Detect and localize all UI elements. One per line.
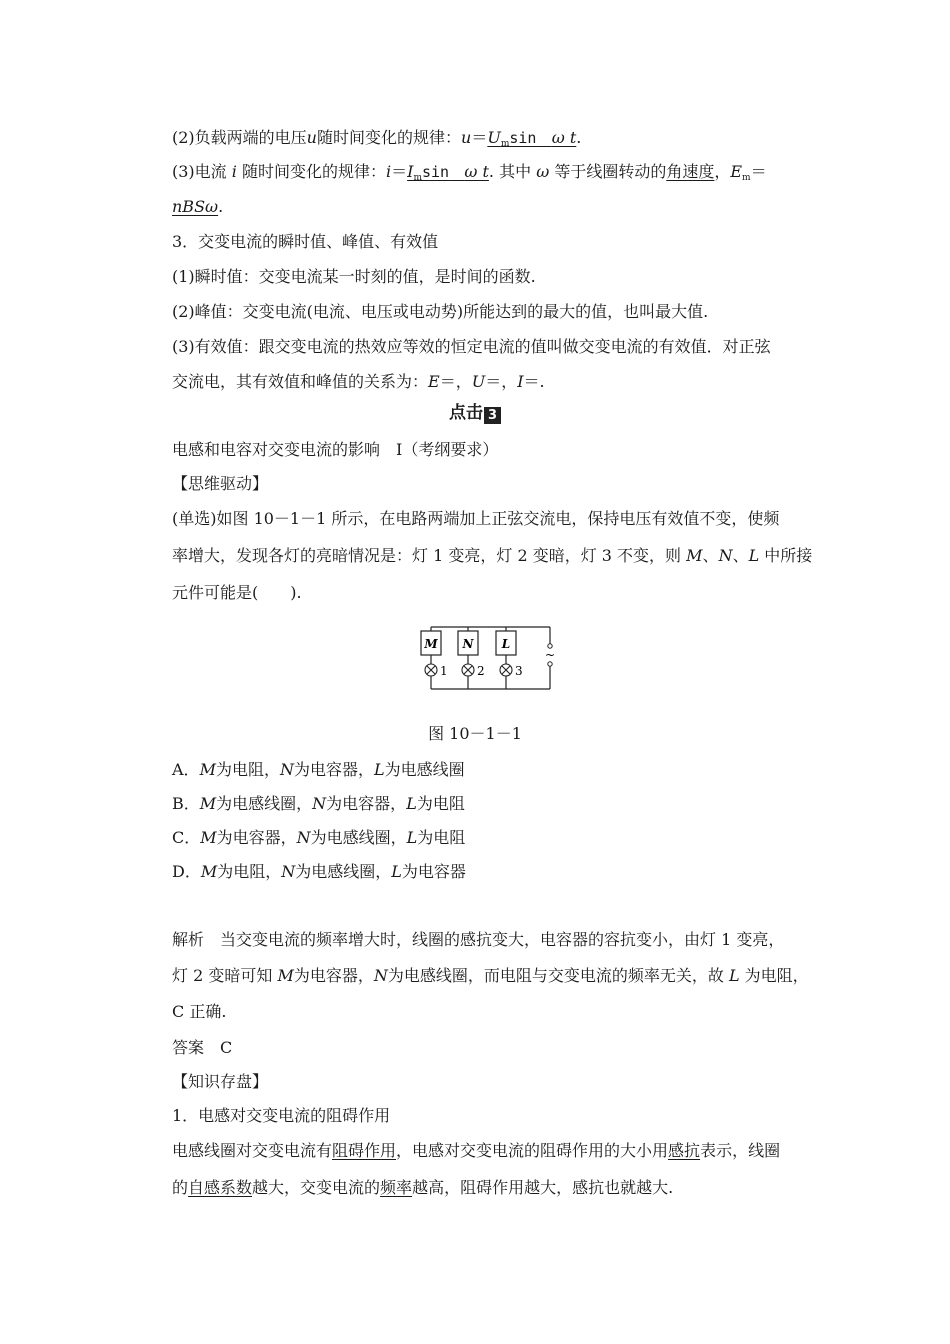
text: 表示，线圈 bbox=[700, 1141, 781, 1160]
var-M: M bbox=[200, 828, 217, 847]
var-E: E bbox=[730, 162, 743, 181]
text-line-instant: (1)瞬时值：交变电流某一时刻的值，是时间的函数. bbox=[172, 267, 536, 286]
underlined-term: 自感系数 bbox=[188, 1178, 253, 1197]
omega-t: ω t bbox=[464, 162, 489, 181]
var-L: L bbox=[748, 546, 760, 565]
text: 为电容器， bbox=[293, 760, 374, 779]
solution-line-2 bbox=[172, 966, 809, 986]
ac-source-symbol: ~ bbox=[544, 648, 556, 662]
heading-number-badge: 3 bbox=[484, 407, 501, 424]
text: 为电容器， bbox=[326, 794, 407, 813]
text-line-relation bbox=[172, 372, 545, 392]
label-n: N bbox=[462, 637, 474, 651]
subsection-title: 【思维驱动】 bbox=[172, 474, 269, 493]
text: 灯 2 变暗可知 bbox=[172, 966, 278, 985]
text: C． bbox=[172, 828, 201, 847]
text: 为电感线圈 bbox=[384, 760, 465, 779]
heading-text: 点击 bbox=[449, 403, 483, 423]
text: 为电阻 bbox=[417, 828, 466, 847]
var-N: N bbox=[373, 966, 388, 985]
circuit-diagram bbox=[418, 625, 560, 691]
option-d bbox=[172, 862, 466, 882]
text: 为电阻， bbox=[739, 966, 809, 985]
text: 为电感线圈， bbox=[310, 828, 407, 847]
var-I: I bbox=[407, 162, 414, 181]
var-u: u bbox=[461, 128, 472, 147]
var-i: i bbox=[231, 162, 237, 181]
text: ＝ bbox=[391, 162, 408, 181]
text: 为电阻， bbox=[217, 862, 282, 881]
text-line-voltage-law bbox=[172, 128, 581, 154]
subsection-title-knowledge: 【知识存盘】 bbox=[172, 1072, 269, 1091]
lamp-1-icon bbox=[425, 664, 437, 676]
text: 为电感线圈，而电阻与交变电流的频率无关，故 bbox=[387, 966, 729, 985]
text-line-emf-peak bbox=[172, 197, 223, 217]
figure-caption: 图 10－1－1 bbox=[428, 724, 522, 743]
omega-t: ω t bbox=[551, 128, 577, 147]
var-u: u bbox=[306, 128, 317, 147]
knowledge-title-1: 1．电感对交变电流的阻碍作用 bbox=[172, 1106, 391, 1125]
text-line-peak: (2)峰值：交变电流(电流、电压或电动势)所能达到的最大的值，也叫最大值. bbox=[172, 302, 709, 321]
text: . 其中 bbox=[488, 162, 537, 181]
lamp-3-label: 3 bbox=[515, 664, 523, 678]
text: 交流电，其有效值和峰值的关系为： bbox=[172, 372, 429, 391]
text: A． bbox=[172, 760, 200, 779]
text: 为电感线圈， bbox=[295, 862, 392, 881]
section-heading bbox=[0, 402, 950, 424]
var-M: M bbox=[200, 862, 218, 881]
text: ＝ bbox=[750, 162, 767, 181]
var-L: L bbox=[391, 862, 402, 881]
var-L: L bbox=[728, 966, 740, 985]
question-line-1: (单选)如图 10－1－1 所示，在电路两端加上正弦交流电，保持电压有效值不变，使频 bbox=[172, 509, 780, 528]
text: 为电容器， bbox=[216, 828, 297, 847]
text: B． bbox=[172, 794, 200, 813]
question-line-2 bbox=[172, 546, 812, 566]
section-title-values: 3．交变电流的瞬时值、峰值、有效值 bbox=[172, 232, 439, 251]
text: 率增大，发现各灯的亮暗情况是：灯 1 变亮，灯 2 变暗，灯 3 不变，则 bbox=[172, 546, 687, 565]
text: 随时间变化的规律： bbox=[316, 128, 461, 147]
label-l: L bbox=[501, 637, 511, 651]
text: 、 bbox=[702, 546, 719, 565]
text: 电感线圈对交变电流有 bbox=[172, 1141, 333, 1160]
var-N: N bbox=[281, 862, 296, 881]
underlined-term: 阻碍作用 bbox=[332, 1141, 397, 1160]
text: ， bbox=[714, 162, 731, 181]
knowledge-line-2 bbox=[172, 1178, 673, 1198]
var-N: N bbox=[296, 828, 311, 847]
var-N: N bbox=[312, 794, 327, 813]
option-b bbox=[172, 794, 465, 814]
option-a bbox=[172, 760, 465, 780]
underlined-term: 角速度 bbox=[666, 162, 715, 181]
lamp-2-icon bbox=[462, 664, 474, 676]
underlined-formula: nBSω bbox=[172, 197, 219, 216]
solution-line-3: C 正确. bbox=[172, 1002, 227, 1021]
lamp-3-icon bbox=[500, 664, 512, 676]
text: D． bbox=[172, 862, 201, 881]
text: 的 bbox=[172, 1178, 189, 1197]
text: ＝， bbox=[485, 372, 518, 391]
answer-line: 答案 C bbox=[172, 1038, 233, 1057]
var-L: L bbox=[406, 794, 417, 813]
var-omega: ω bbox=[536, 162, 550, 181]
option-c bbox=[172, 828, 465, 848]
text: 为电容器， bbox=[293, 966, 374, 985]
subscript: m bbox=[742, 173, 751, 183]
var-E: E bbox=[428, 372, 440, 391]
topic-line: 电感和电容对交变电流的影响 Ⅰ（考纲要求） bbox=[172, 440, 499, 459]
solution-line-1: 解析 当交变电流的频率增大时，线圈的感抗变大，电容器的容抗变小，由灯 1 变亮， bbox=[172, 930, 785, 949]
text: ，电感对交变电流的阻碍作用的大小用 bbox=[396, 1141, 669, 1160]
text: ＝ bbox=[471, 128, 488, 147]
var-U: U bbox=[487, 128, 501, 147]
text: 为电感线圈， bbox=[216, 794, 313, 813]
question-line-3: 元件可能是( ). bbox=[172, 583, 302, 602]
underlined-term: 感抗 bbox=[668, 1141, 701, 1160]
text: 随时间变化的规律： bbox=[236, 162, 386, 181]
text: 等于线圈转动的 bbox=[549, 162, 667, 181]
var-U: U bbox=[471, 372, 486, 391]
text: 、 bbox=[732, 546, 749, 565]
var-N: N bbox=[279, 760, 294, 779]
sin-text: sin bbox=[509, 129, 537, 147]
subscript: m bbox=[500, 139, 510, 149]
lamp-1-label: 1 bbox=[440, 664, 448, 678]
var-M: M bbox=[199, 794, 217, 813]
text: . bbox=[576, 128, 582, 147]
text: 越高，阻碍作用越大，感抗也就越大. bbox=[412, 1178, 674, 1197]
text: ＝， bbox=[439, 372, 472, 391]
sin-text: sin bbox=[422, 163, 450, 181]
var-M: M bbox=[199, 760, 216, 779]
var-M: M bbox=[686, 546, 703, 565]
var-M: M bbox=[277, 966, 294, 985]
lamp-2-label: 2 bbox=[477, 664, 485, 678]
text-line-effective: (3)有效值：跟交变电流的热效应等效的恒定电流的值叫做交变电流的有效值．对正弦 bbox=[172, 337, 771, 356]
text: ＝. bbox=[523, 372, 545, 391]
text: 中所接 bbox=[759, 546, 813, 565]
text: 为电阻 bbox=[416, 794, 465, 813]
text: 为电容器 bbox=[401, 862, 466, 881]
text: (3)电流 bbox=[172, 162, 232, 181]
knowledge-line-1 bbox=[172, 1141, 780, 1161]
var-N: N bbox=[718, 546, 733, 565]
var-i: i bbox=[385, 162, 392, 181]
underlined-term: 频率 bbox=[380, 1178, 413, 1197]
text: 为电阻， bbox=[215, 760, 280, 779]
subscript: m bbox=[413, 173, 422, 183]
text-line-current-law bbox=[172, 162, 767, 188]
label-m: M bbox=[424, 637, 438, 651]
text: (2)负载两端的电压 bbox=[172, 128, 307, 147]
var-L: L bbox=[373, 760, 385, 779]
text: 越大，交变电流的 bbox=[252, 1178, 381, 1197]
terminal-bottom bbox=[548, 662, 552, 666]
var-I: I bbox=[517, 372, 524, 391]
text: . bbox=[218, 197, 224, 216]
var-L: L bbox=[406, 828, 418, 847]
